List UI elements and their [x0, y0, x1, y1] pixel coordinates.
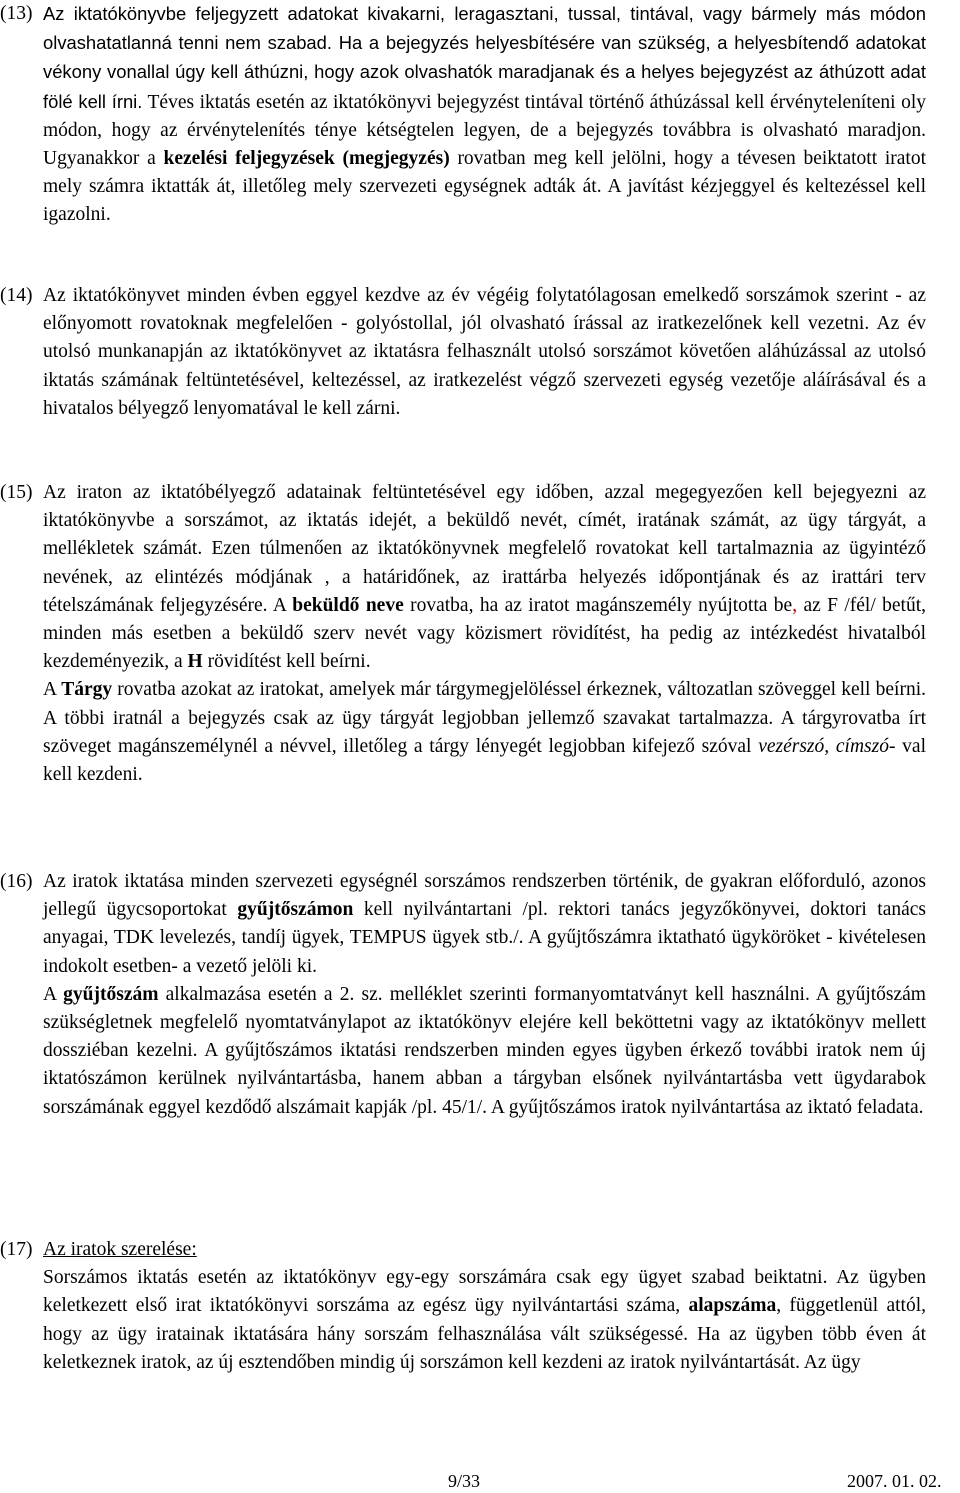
paragraph	[43, 479, 926, 676]
text-span: rovatba, ha az iratot magánszemély nyújtotta be	[403, 594, 793, 616]
paragraph	[43, 1264, 926, 1377]
section-number: (14)	[0, 285, 33, 306]
text-span: Az iktatókönyvbe feljegyzett adatokat kivakarni, leragasztani, tussal, tintával, vagy bármely más módon olvashatatlanná tenni nem szabad. Ha a bejegyzés helyesbítésére van szükség, a helyesbítendő adatokat vékony vonallal úgy kell áthúzni, hogy azok olvashatók maradjanak és a helyes bejegyzést az áthúzott adat fölé kell írni.	[43, 3, 926, 112]
section-number: (16)	[0, 871, 33, 892]
page-number: 9/33	[448, 1471, 481, 1491]
text-span: rövidítést kell beírni.	[202, 651, 371, 673]
text-span: A	[43, 983, 64, 1005]
text-span: rovatba azokat az iratokat, amelyek már tárgymegjelöléssel érkeznek, változatlan szöveggel kell beírni. A többi iratnál a bejegyzés csak az ügy tárgyát legjobban jellemző szavakat tartalmazza. A tárgyrovatba írt szöveget magánszemélynél a névvel, illetőleg a tárgy lényegét legjobban kifejező szóval	[43, 679, 926, 757]
footer-date: 2007. 01. 02.	[847, 1471, 942, 1491]
paragraph	[43, 282, 926, 423]
section-number: (17)	[0, 1239, 33, 1260]
bold-term-kezelesi-feljegyzesek: kezelési feljegyzések (megjegyzés)	[163, 148, 450, 170]
bold-term-gyujtoszam: gyűjtőszám	[63, 983, 159, 1005]
paragraph-heading	[43, 1236, 926, 1264]
text-span: rovatban meg kell jelölni, hogy a tévesen beiktatott iratot mely számra iktatták át, illetőleg mely szervezeti egységnek adták át. A javítást kézjeggyel és keltezéssel kell igazolni.	[43, 148, 927, 226]
text-span: Sorszámos iktatás esetén az iktatókönyv egy-egy sorszámára csak egy ügyet szabad beiktatni. Az ügyben keletkezett első irat iktatókönyvi sorszáma az egész ügy nyilvántartási száma,	[43, 1267, 926, 1317]
text-span: az F /fél/ betűt, minden más esetben a beküldő szerv nevét vagy közismert rövidítést, ha pedig az intézkedést hivatalból kezdeményezik, a	[43, 594, 927, 673]
bold-term-gyujtoszamon: gyűjtőszámon	[237, 899, 354, 921]
text-span: Téves iktatás esetén az iktatókönyvi bejegyzést tintával történő áthúzással kell érvényteleníteni oly módon, hogy az érvénytelenítés ténye kétségtelen legyen, de a bejegyzés továbbra is olvasható maradjon. Ugyanakkor a	[43, 91, 926, 170]
section-body	[43, 868, 926, 1122]
red-comma: ,	[792, 594, 798, 616]
bold-term-targy: Tárgy	[61, 679, 113, 701]
bold-term-bekuldo-neve: beküldő neve	[292, 594, 404, 616]
text-span: , függetlenül attól, hogy az ügy iratainak iktatására hány sorszám felhasználása vált szükségessé. Ha az ügyben több éven át keletkeznek iratok, az új esztendőben mindig új sorszámon kell kezdeni az iratok nyilvántartását. Az ügy	[43, 1295, 926, 1373]
section-body	[43, 1236, 926, 1377]
text-span: Az iraton az iktatóbélyegző adatainak feltüntetésével egy időben, azzal megegyezően kell bejegyezni az iktatókönyvbe a sorszámot, az iktatás idejét, a beküldő nevét, címét, iratának számát, az ügy tárgyát, a mellékletek számát. Ezen túlmenően az iktatókönyvnek megfelelő rovatokat kell tartalmaznia az ügyintéző nevének, az elintézés módjának , a határidőnek, az irattárba helyezés időpontjának és az irattári terv tételszámának feljegyzésére. A	[43, 482, 926, 616]
text-span: - val kell kezdeni.	[43, 735, 926, 786]
section-body	[43, 0, 926, 230]
bold-term-h: H	[187, 651, 203, 673]
paragraph	[43, 676, 926, 789]
text-span: Az iratok iktatása minden szervezeti egységnél sorszámos rendszerben történik, de gyakran előforduló, azonos jellegű ügycsoportokat	[43, 871, 926, 921]
section-heading: Az iratok szerelése:	[43, 1239, 197, 1260]
text-span: alkalmazása esetén a 2. sz. melléklet szerinti formanyomtatványt kell használni. A gyűjtőszám szükségletnek megfelelő nyomtatványlapot az iktatókönyv elejére kell beköttetni vagy az iktatókönyv mellett dossziéban kezelni. A gyűjtőszámos iktatási rendszerben minden egyes ügyben érkező további iratok nem új iktatószámon kerülnek nyilvántartásba, hanem abban a tárgyban elsőnek nyilvántartásba vett ügydarabok sorszámának eggyel kezdődő alszámait kapják /pl. 45/1/. A gyűjtőszámos iratok nyilvántartása az iktató feladata.	[43, 983, 926, 1118]
italic-term-vezerszo: vezérszó, címszó	[758, 735, 889, 757]
paragraph	[43, 0, 926, 230]
text-span: Az iktatókönyvet minden évben eggyel kezdve az év végéig folytatólagosan emelkedő sorszámok szerint - az előnyomott rovatoknak megfelelően - golyóstollal, jól olvasható írással az iratkezelőnek kell vezetni. Az év utolsó munkanapján az iktatókönyvet az iktatásra felhasznált utolsó sorszámot követően aláhúzással az utolsó iktatás számának feltüntetésével, keltezéssel, az iratkezelést végző szervezeti egység vezetője aláírásával és a hivatalos bélyegző lenyomatával le kell zárni.	[43, 285, 926, 419]
text-span: A	[43, 679, 62, 701]
paragraph	[43, 981, 926, 1122]
section-number: (15)	[0, 482, 33, 503]
section-number: (13)	[0, 3, 33, 24]
paragraph	[43, 868, 926, 981]
section-body	[43, 282, 926, 423]
section-body	[43, 479, 926, 789]
text-span: kell nyilvántartani /pl. rektori tanács jegyzőkönyvei, doktori tanács anyagai, TDK levelezés, tandíj ügyek, TEMPUS ügyek stb./. A gyűjtőszámra iktatható ügyköröket - kivételesen indokolt esetben- a vezető jelöli ki.	[43, 899, 926, 977]
bold-term-alapszama: alapszáma	[688, 1295, 777, 1317]
